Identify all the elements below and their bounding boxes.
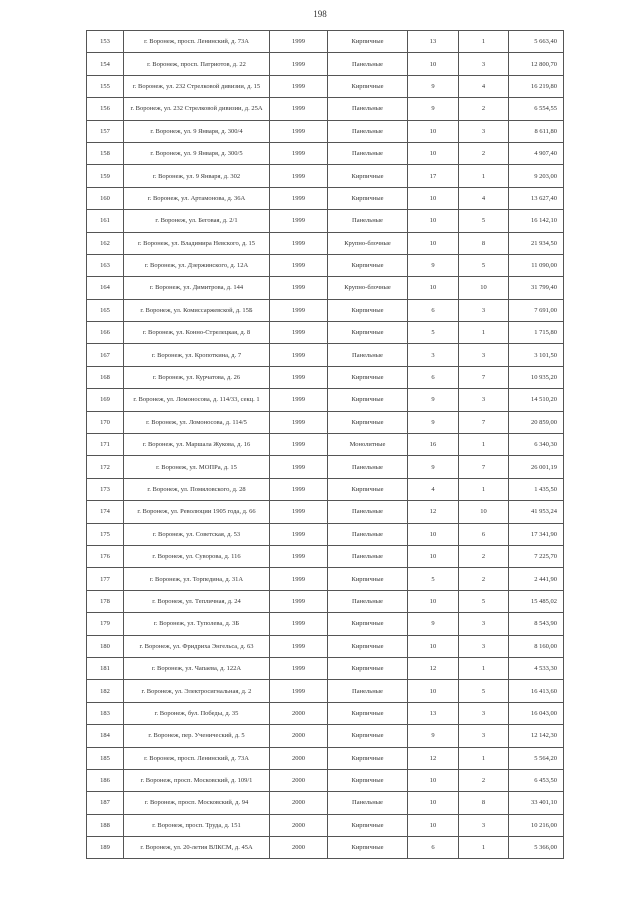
year-cell: 2000 — [270, 747, 328, 769]
area-cell: 6 453,50 — [509, 769, 564, 791]
area-cell: 12 800,70 — [509, 53, 564, 75]
row-number-cell: 156 — [87, 98, 124, 120]
table-row — [87, 277, 564, 299]
year-cell: 1999 — [270, 411, 328, 433]
row-number-cell: 159 — [87, 165, 124, 187]
table-row — [87, 389, 564, 411]
area-cell: 15 485,02 — [509, 590, 564, 612]
table-row — [87, 613, 564, 635]
row-number-cell: 163 — [87, 254, 124, 276]
entrances-cell: 3 — [459, 389, 509, 411]
year-cell: 2000 — [270, 769, 328, 791]
table-row — [87, 366, 564, 388]
address-cell: г. Воронеж, ул. Курчатова, д. 26 — [124, 366, 270, 388]
address-cell: г. Воронеж, просп. Ленинский, д. 73А — [124, 31, 270, 53]
address-cell: г. Воронеж, ул. Дзержинского, д. 12А — [124, 254, 270, 276]
wall-material-cell: Кирпичные — [328, 254, 408, 276]
wall-material-cell: Панельные — [328, 142, 408, 164]
address-cell: г. Воронеж, ул. Торпедина, д. 31А — [124, 568, 270, 590]
table-row — [87, 814, 564, 836]
year-cell: 1999 — [270, 75, 328, 97]
row-number-cell: 177 — [87, 568, 124, 590]
row-number-cell: 171 — [87, 434, 124, 456]
row-number-cell: 174 — [87, 501, 124, 523]
wall-material-cell: Панельные — [328, 344, 408, 366]
table-row — [87, 456, 564, 478]
year-cell: 1999 — [270, 98, 328, 120]
address-cell: г. Воронеж, ул. 9 Января, д. 300/4 — [124, 120, 270, 142]
address-cell: г. Воронеж, просп. Московский, д. 109/1 — [124, 769, 270, 791]
floors-cell: 10 — [408, 523, 459, 545]
address-cell: г. Воронеж, бул. Победы, д. 35 — [124, 702, 270, 724]
row-number-cell: 154 — [87, 53, 124, 75]
table-row — [87, 635, 564, 657]
wall-material-cell: Кирпичные — [328, 322, 408, 344]
wall-material-cell: Панельные — [328, 456, 408, 478]
entrances-cell: 6 — [459, 523, 509, 545]
table-row — [87, 568, 564, 590]
wall-material-cell: Кирпичные — [328, 702, 408, 724]
area-cell: 26 001,19 — [509, 456, 564, 478]
wall-material-cell: Кирпичные — [328, 389, 408, 411]
table-row — [87, 434, 564, 456]
table-row — [87, 702, 564, 724]
row-number-cell: 169 — [87, 389, 124, 411]
floors-cell: 9 — [408, 254, 459, 276]
area-cell: 2 441,90 — [509, 568, 564, 590]
row-number-cell: 167 — [87, 344, 124, 366]
address-cell: г. Воронеж, ул. Маршала Жукова, д. 16 — [124, 434, 270, 456]
wall-material-cell: Кирпичные — [328, 75, 408, 97]
wall-material-cell: Крупно-блочные — [328, 232, 408, 254]
row-number-cell: 183 — [87, 702, 124, 724]
year-cell: 2000 — [270, 725, 328, 747]
entrances-cell: 7 — [459, 366, 509, 388]
area-cell: 6 340,30 — [509, 434, 564, 456]
area-cell: 4 907,40 — [509, 142, 564, 164]
entrances-cell: 1 — [459, 747, 509, 769]
address-cell: г. Воронеж, ул. Суворова, д. 116 — [124, 545, 270, 567]
year-cell: 1999 — [270, 366, 328, 388]
entrances-cell: 1 — [459, 322, 509, 344]
year-cell: 1999 — [270, 344, 328, 366]
wall-material-cell: Кирпичные — [328, 31, 408, 53]
row-number-cell: 165 — [87, 299, 124, 321]
entrances-cell: 10 — [459, 277, 509, 299]
wall-material-cell: Монолитные — [328, 434, 408, 456]
year-cell: 1999 — [270, 31, 328, 53]
row-number-cell: 184 — [87, 725, 124, 747]
floors-cell: 10 — [408, 210, 459, 232]
row-number-cell: 185 — [87, 747, 124, 769]
floors-cell: 5 — [408, 568, 459, 590]
area-cell: 8 611,80 — [509, 120, 564, 142]
address-cell: г. Воронеж, ул. Конно-Стрелецкая, д. 8 — [124, 322, 270, 344]
year-cell: 2000 — [270, 814, 328, 836]
table-row — [87, 31, 564, 53]
year-cell: 1999 — [270, 501, 328, 523]
address-cell: г. Воронеж, просп. Труда, д. 151 — [124, 814, 270, 836]
area-cell: 5 663,40 — [509, 31, 564, 53]
table-row — [87, 53, 564, 75]
area-cell: 41 953,24 — [509, 501, 564, 523]
wall-material-cell: Крупно-блочные — [328, 277, 408, 299]
table-row — [87, 501, 564, 523]
table-row — [87, 657, 564, 679]
area-cell: 4 533,30 — [509, 657, 564, 679]
floors-cell: 10 — [408, 53, 459, 75]
area-cell: 1 435,50 — [509, 478, 564, 500]
entrances-cell: 3 — [459, 814, 509, 836]
entrances-cell: 10 — [459, 501, 509, 523]
address-cell: г. Воронеж, ул. Ломоносова, д. 114/5 — [124, 411, 270, 433]
row-number-cell: 166 — [87, 322, 124, 344]
wall-material-cell: Кирпичные — [328, 366, 408, 388]
floors-cell: 12 — [408, 657, 459, 679]
area-cell: 17 341,90 — [509, 523, 564, 545]
floors-cell: 12 — [408, 501, 459, 523]
wall-material-cell: Панельные — [328, 501, 408, 523]
address-cell: г. Воронеж, ул. Ломоносова, д. 114/33, секц. 1 — [124, 389, 270, 411]
floors-cell: 10 — [408, 120, 459, 142]
wall-material-cell: Кирпичные — [328, 411, 408, 433]
wall-material-cell: Кирпичные — [328, 299, 408, 321]
year-cell: 1999 — [270, 545, 328, 567]
wall-material-cell: Кирпичные — [328, 657, 408, 679]
table-row — [87, 254, 564, 276]
address-cell: г. Воронеж, ул. Владимира Невского, д. 15 — [124, 232, 270, 254]
table-row — [87, 792, 564, 814]
year-cell: 1999 — [270, 142, 328, 164]
table-row — [87, 322, 564, 344]
entrances-cell: 3 — [459, 635, 509, 657]
address-cell: г. Воронеж, ул. 232 Стрелковой дивизии, д. 25А — [124, 98, 270, 120]
floors-cell: 9 — [408, 725, 459, 747]
table-row — [87, 680, 564, 702]
year-cell: 1999 — [270, 635, 328, 657]
floors-cell: 4 — [408, 478, 459, 500]
area-cell: 8 160,00 — [509, 635, 564, 657]
floors-cell: 12 — [408, 747, 459, 769]
row-number-cell: 180 — [87, 635, 124, 657]
floors-cell: 10 — [408, 635, 459, 657]
year-cell: 1999 — [270, 590, 328, 612]
area-cell: 20 859,00 — [509, 411, 564, 433]
address-cell: г. Воронеж, ул. Электросигнальная, д. 2 — [124, 680, 270, 702]
area-cell: 14 510,20 — [509, 389, 564, 411]
area-cell: 3 101,50 — [509, 344, 564, 366]
address-cell: г. Воронеж, ул. Кропоткина, д. 7 — [124, 344, 270, 366]
wall-material-cell: Кирпичные — [328, 187, 408, 209]
year-cell: 1999 — [270, 165, 328, 187]
area-cell: 12 142,30 — [509, 725, 564, 747]
year-cell: 1999 — [270, 210, 328, 232]
row-number-cell: 175 — [87, 523, 124, 545]
year-cell: 1999 — [270, 456, 328, 478]
floors-cell: 10 — [408, 187, 459, 209]
floors-cell: 10 — [408, 792, 459, 814]
floors-cell: 10 — [408, 590, 459, 612]
table-row — [87, 545, 564, 567]
table-row — [87, 165, 564, 187]
year-cell: 1999 — [270, 254, 328, 276]
year-cell: 1999 — [270, 389, 328, 411]
wall-material-cell: Кирпичные — [328, 747, 408, 769]
floors-cell: 9 — [408, 98, 459, 120]
year-cell: 1999 — [270, 434, 328, 456]
row-number-cell: 179 — [87, 613, 124, 635]
wall-material-cell: Кирпичные — [328, 837, 408, 859]
area-cell: 31 799,40 — [509, 277, 564, 299]
address-cell: г. Воронеж, ул. Фридриха Энгельса, д. 63 — [124, 635, 270, 657]
floors-cell: 10 — [408, 545, 459, 567]
floors-cell: 10 — [408, 142, 459, 164]
address-cell: г. Воронеж, ул. Помяловского, д. 28 — [124, 478, 270, 500]
table-row — [87, 187, 564, 209]
address-cell: г. Воронеж, просп. Патриотов, д. 22 — [124, 53, 270, 75]
wall-material-cell: Кирпичные — [328, 725, 408, 747]
wall-material-cell: Кирпичные — [328, 814, 408, 836]
address-cell: г. Воронеж, ул. Тепличная, д. 24 — [124, 590, 270, 612]
area-cell: 10 935,20 — [509, 366, 564, 388]
entrances-cell: 4 — [459, 187, 509, 209]
area-cell: 5 366,00 — [509, 837, 564, 859]
area-cell: 1 715,80 — [509, 322, 564, 344]
area-cell: 16 413,60 — [509, 680, 564, 702]
row-number-cell: 168 — [87, 366, 124, 388]
entrances-cell: 3 — [459, 725, 509, 747]
year-cell: 2000 — [270, 702, 328, 724]
entrances-cell: 1 — [459, 657, 509, 679]
year-cell: 1999 — [270, 478, 328, 500]
entrances-cell: 1 — [459, 837, 509, 859]
wall-material-cell: Панельные — [328, 210, 408, 232]
entrances-cell: 2 — [459, 769, 509, 791]
wall-material-cell: Кирпичные — [328, 769, 408, 791]
area-cell: 16 043,00 — [509, 702, 564, 724]
address-cell: г. Воронеж, ул. Димитрова, д. 144 — [124, 277, 270, 299]
area-cell: 33 401,10 — [509, 792, 564, 814]
area-cell: 10 216,00 — [509, 814, 564, 836]
entrances-cell: 1 — [459, 165, 509, 187]
entrances-cell: 7 — [459, 411, 509, 433]
table-row — [87, 411, 564, 433]
address-cell: г. Воронеж, ул. 9 Января, д. 300/5 — [124, 142, 270, 164]
row-number-cell: 187 — [87, 792, 124, 814]
address-cell: г. Воронеж, ул. 20-летия ВЛКСМ, д. 45А — [124, 837, 270, 859]
entrances-cell: 1 — [459, 478, 509, 500]
row-number-cell: 157 — [87, 120, 124, 142]
year-cell: 1999 — [270, 680, 328, 702]
table-row — [87, 769, 564, 791]
floors-cell: 9 — [408, 411, 459, 433]
area-cell: 9 203,00 — [509, 165, 564, 187]
year-cell: 1999 — [270, 120, 328, 142]
year-cell: 1999 — [270, 299, 328, 321]
address-cell: г. Воронеж, просп. Московский, д. 94 — [124, 792, 270, 814]
entrances-cell: 2 — [459, 98, 509, 120]
row-number-cell: 186 — [87, 769, 124, 791]
wall-material-cell: Кирпичные — [328, 478, 408, 500]
housing-registry-table — [86, 30, 564, 859]
entrances-cell: 5 — [459, 210, 509, 232]
floors-cell: 10 — [408, 232, 459, 254]
year-cell: 2000 — [270, 792, 328, 814]
address-cell: г. Воронеж, пер. Ученический, д. 5 — [124, 725, 270, 747]
row-number-cell: 161 — [87, 210, 124, 232]
entrances-cell: 3 — [459, 120, 509, 142]
floors-cell: 10 — [408, 680, 459, 702]
wall-material-cell: Кирпичные — [328, 165, 408, 187]
year-cell: 1999 — [270, 568, 328, 590]
floors-cell: 13 — [408, 702, 459, 724]
row-number-cell: 172 — [87, 456, 124, 478]
table-body — [87, 31, 564, 859]
wall-material-cell: Панельные — [328, 523, 408, 545]
floors-cell: 9 — [408, 456, 459, 478]
row-number-cell: 181 — [87, 657, 124, 679]
wall-material-cell: Панельные — [328, 792, 408, 814]
entrances-cell: 2 — [459, 142, 509, 164]
table-row — [87, 837, 564, 859]
entrances-cell: 3 — [459, 344, 509, 366]
table-row — [87, 142, 564, 164]
address-cell: г. Воронеж, просп. Ленинский, д. 73А — [124, 747, 270, 769]
wall-material-cell: Кирпичные — [328, 635, 408, 657]
year-cell: 1999 — [270, 277, 328, 299]
address-cell: г. Воронеж, ул. Революции 1905 года, д. 66 — [124, 501, 270, 523]
entrances-cell: 2 — [459, 568, 509, 590]
year-cell: 1999 — [270, 657, 328, 679]
row-number-cell: 178 — [87, 590, 124, 612]
year-cell: 1999 — [270, 613, 328, 635]
table-row — [87, 590, 564, 612]
entrances-cell: 8 — [459, 792, 509, 814]
entrances-cell: 3 — [459, 613, 509, 635]
floors-cell: 9 — [408, 389, 459, 411]
address-cell: г. Воронеж, ул. МОПРа, д. 15 — [124, 456, 270, 478]
wall-material-cell: Панельные — [328, 680, 408, 702]
address-cell: г. Воронеж, ул. 9 Января, д. 302 — [124, 165, 270, 187]
area-cell: 21 934,50 — [509, 232, 564, 254]
entrances-cell: 5 — [459, 254, 509, 276]
entrances-cell: 3 — [459, 702, 509, 724]
wall-material-cell: Кирпичные — [328, 613, 408, 635]
year-cell: 1999 — [270, 523, 328, 545]
year-cell: 1999 — [270, 53, 328, 75]
row-number-cell: 188 — [87, 814, 124, 836]
floors-cell: 10 — [408, 814, 459, 836]
area-cell: 7 691,00 — [509, 299, 564, 321]
floors-cell: 9 — [408, 613, 459, 635]
year-cell: 2000 — [270, 837, 328, 859]
floors-cell: 6 — [408, 366, 459, 388]
row-number-cell: 158 — [87, 142, 124, 164]
entrances-cell: 3 — [459, 299, 509, 321]
entrances-cell: 7 — [459, 456, 509, 478]
entrances-cell: 5 — [459, 590, 509, 612]
floors-cell: 16 — [408, 434, 459, 456]
address-cell: г. Воронеж, ул. Советская, д. 53 — [124, 523, 270, 545]
floors-cell: 17 — [408, 165, 459, 187]
floors-cell: 10 — [408, 769, 459, 791]
row-number-cell: 170 — [87, 411, 124, 433]
row-number-cell: 155 — [87, 75, 124, 97]
entrances-cell: 2 — [459, 545, 509, 567]
area-cell: 8 543,90 — [509, 613, 564, 635]
table-row — [87, 98, 564, 120]
table-row — [87, 232, 564, 254]
row-number-cell: 182 — [87, 680, 124, 702]
year-cell: 1999 — [270, 322, 328, 344]
wall-material-cell: Панельные — [328, 120, 408, 142]
address-cell: г. Воронеж, ул. 232 Стрелковой дивизии, д. 15 — [124, 75, 270, 97]
area-cell: 7 225,70 — [509, 545, 564, 567]
table-row — [87, 120, 564, 142]
floors-cell: 6 — [408, 299, 459, 321]
floors-cell: 5 — [408, 322, 459, 344]
area-cell: 11 090,00 — [509, 254, 564, 276]
address-cell: г. Воронеж, ул. Комиссаржевской, д. 15Б — [124, 299, 270, 321]
entrances-cell: 3 — [459, 53, 509, 75]
floors-cell: 9 — [408, 75, 459, 97]
table-row — [87, 75, 564, 97]
wall-material-cell: Панельные — [328, 98, 408, 120]
address-cell: г. Воронеж, ул. Беговая, д. 2/1 — [124, 210, 270, 232]
area-cell: 6 554,55 — [509, 98, 564, 120]
wall-material-cell: Панельные — [328, 53, 408, 75]
table-row — [87, 725, 564, 747]
row-number-cell: 189 — [87, 837, 124, 859]
entrances-cell: 1 — [459, 434, 509, 456]
wall-material-cell: Панельные — [328, 545, 408, 567]
table-row — [87, 344, 564, 366]
floors-cell: 6 — [408, 837, 459, 859]
area-cell: 13 627,40 — [509, 187, 564, 209]
row-number-cell: 160 — [87, 187, 124, 209]
row-number-cell: 162 — [87, 232, 124, 254]
entrances-cell: 4 — [459, 75, 509, 97]
year-cell: 1999 — [270, 232, 328, 254]
wall-material-cell: Кирпичные — [328, 568, 408, 590]
entrances-cell: 1 — [459, 31, 509, 53]
year-cell: 1999 — [270, 187, 328, 209]
entrances-cell: 8 — [459, 232, 509, 254]
address-cell: г. Воронеж, ул. Туполева, д. 3Б — [124, 613, 270, 635]
floors-cell: 10 — [408, 277, 459, 299]
area-cell: 16 142,10 — [509, 210, 564, 232]
table-row — [87, 210, 564, 232]
row-number-cell: 176 — [87, 545, 124, 567]
area-cell: 16 219,80 — [509, 75, 564, 97]
table-row — [87, 747, 564, 769]
address-cell: г. Воронеж, ул. Артамонова, д. 36А — [124, 187, 270, 209]
floors-cell: 13 — [408, 31, 459, 53]
wall-material-cell: Панельные — [328, 590, 408, 612]
table-row — [87, 299, 564, 321]
entrances-cell: 5 — [459, 680, 509, 702]
row-number-cell: 164 — [87, 277, 124, 299]
floors-cell: 3 — [408, 344, 459, 366]
area-cell: 5 564,20 — [509, 747, 564, 769]
row-number-cell: 173 — [87, 478, 124, 500]
page-number: 198 — [313, 9, 327, 19]
table-row — [87, 523, 564, 545]
table-row — [87, 478, 564, 500]
row-number-cell: 153 — [87, 31, 124, 53]
address-cell: г. Воронеж, ул. Чапаева, д. 122А — [124, 657, 270, 679]
